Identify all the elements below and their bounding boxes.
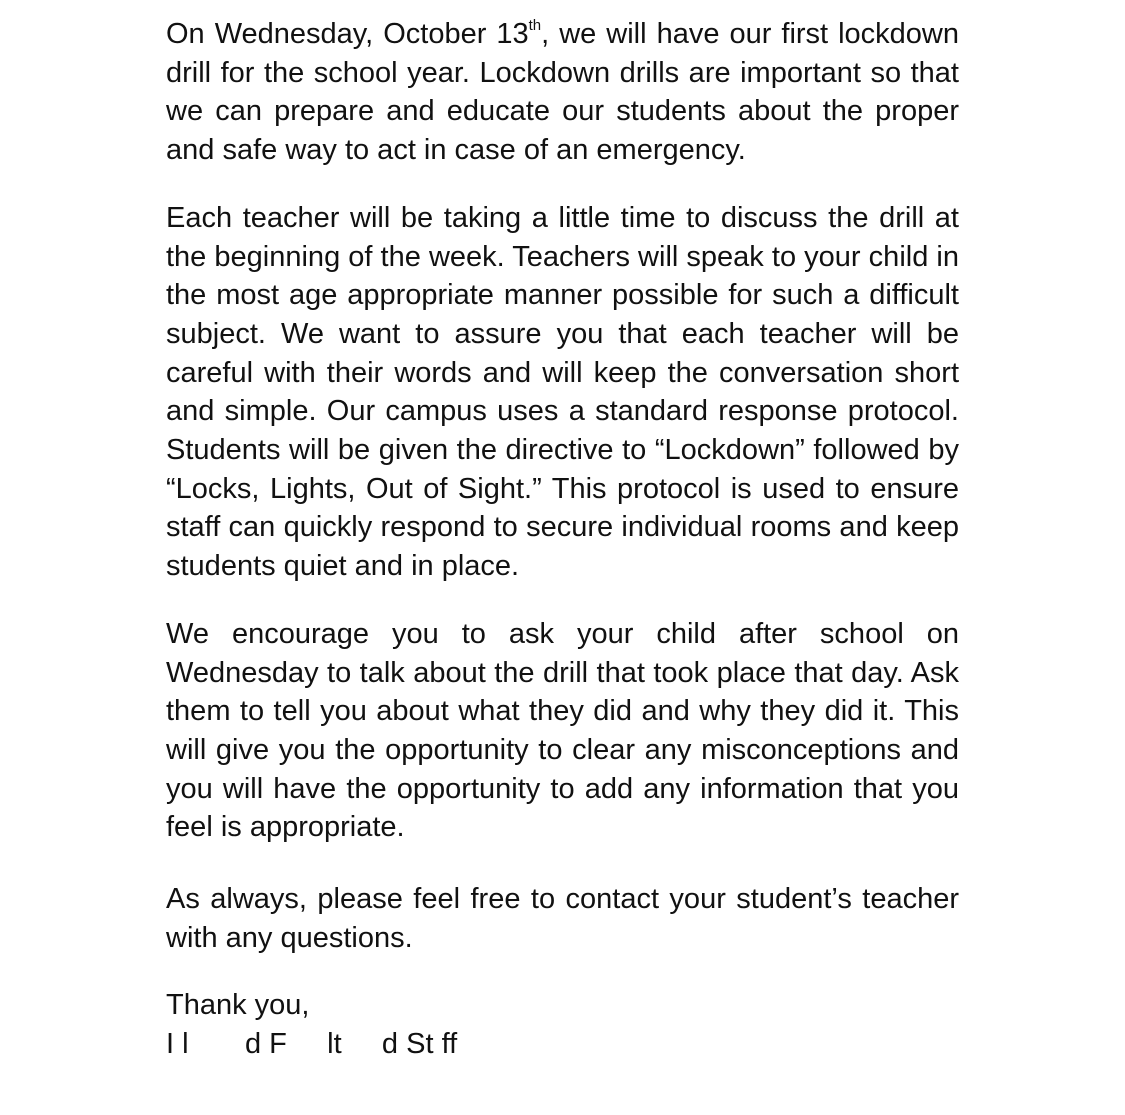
closing-salutation: Thank you, bbox=[166, 989, 310, 1022]
intro-text: , we will have our first lockdown drill for the school year. Lockdown drills are important so that we can prepare and educate our students about the proper and safe way to act in case of an emergency. bbox=[166, 18, 959, 167]
letter-body bbox=[166, 15, 959, 1064]
paragraph-intro bbox=[166, 15, 959, 170]
paragraph-parent-encouragement: We encourage you to ask your child after school on Wednesday to talk about the drill that took place that day. Ask them to tell you about what they did and why they did it. This will give you the opportunity to clear any misconceptions and you will have the opportunity to add any information that you feel is appropriate. bbox=[166, 617, 959, 844]
date-ordinal-suffix: th bbox=[528, 17, 542, 34]
closing-block bbox=[166, 986, 959, 1063]
paragraph-teacher-discussion: Each teacher will be taking a little time to discuss the drill at the beginning of the week. Teachers will speak to your child in the most age appropriate manner possible for such a difficult subject. We want to assure you that each teacher will be careful with their words and will keep the conversation short and simple. Our campus uses a standard response protocol. Students will be given the directive to “Lockdown” followed by “Locks, Lights, Out of Sight.” This protocol is used to ensure staff can quickly respond to secure individual rooms and keep students quiet and in place. bbox=[166, 201, 959, 583]
paragraph-contact: As always, please feel free to contact your student’s teacher with any questions. bbox=[166, 883, 959, 954]
intro-date-text: On Wednesday, October 13 bbox=[166, 18, 529, 50]
signature-line-partial: I l d F lt d St ff bbox=[166, 1028, 458, 1061]
